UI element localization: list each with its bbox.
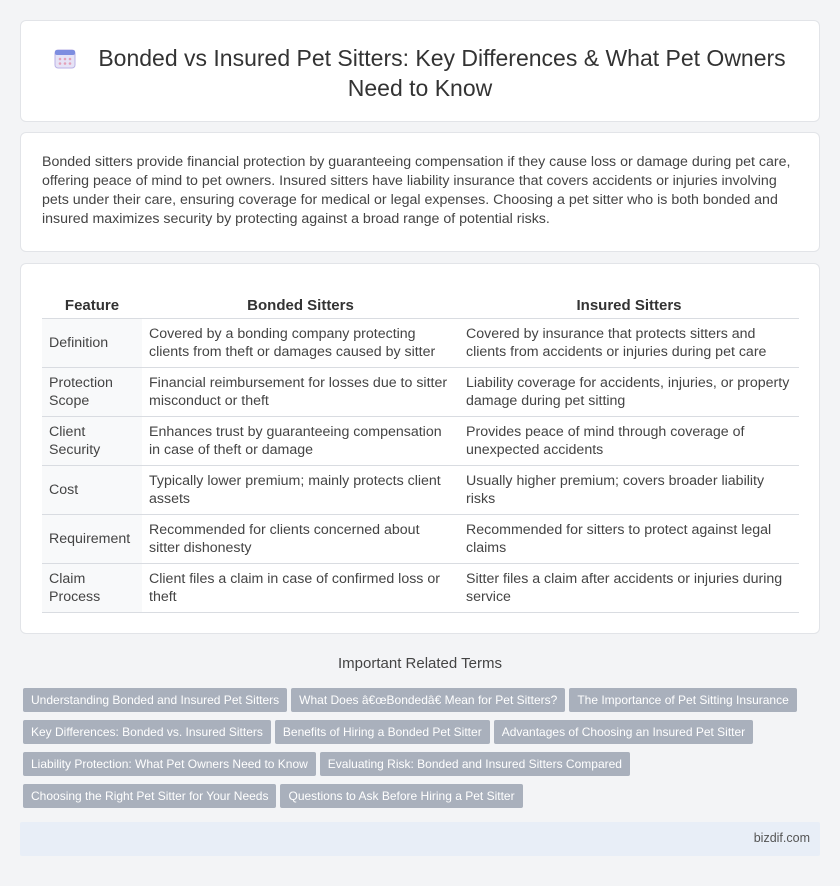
- feature-cell: Requirement: [42, 514, 142, 563]
- table-row: [42, 416, 799, 465]
- related-term-link[interactable]: Evaluating Risk: Bonded and Insured Sitters Compared: [320, 752, 630, 776]
- table-header-row: [42, 294, 799, 318]
- feature-cell: Definition: [42, 318, 142, 367]
- summary-text: Bonded sitters provide financial protection by guaranteeing compensation if they cause loss or damage during pet care, offering peace of mind to pet owners. Insured sitters have liability insurance that covers accidents or injuries involving pets under their care, ensuring coverage for medical or legal expenses. Choosing a pet sitter who is both bonded and insured maximizes security by protecting against a broad range of potential risks.: [42, 154, 791, 227]
- table-row: [42, 367, 799, 416]
- related-term-link[interactable]: Choosing the Right Pet Sitter for Your Needs: [23, 784, 276, 808]
- feature-cell: Cost: [42, 465, 142, 514]
- table-row: [42, 465, 799, 514]
- bonded-cell: Financial reimbursement for losses due to sitter misconduct or theft: [142, 367, 459, 416]
- summary-card: [20, 132, 820, 252]
- related-term-link[interactable]: Advantages of Choosing an Insured Pet Sitter: [494, 720, 754, 744]
- header-insured: Insured Sitters: [459, 294, 799, 318]
- table-row: [42, 318, 799, 367]
- page-title: [21, 43, 819, 103]
- bonded-cell: Enhances trust by guaranteeing compensation in case of theft or damage: [142, 416, 459, 465]
- feature-cell: Claim Process: [42, 563, 142, 612]
- table-row: [42, 563, 799, 612]
- tag-row: [23, 752, 823, 784]
- insured-cell: Recommended for sitters to protect against legal claims: [459, 514, 799, 563]
- title-line-1: Bonded vs Insured Pet Sitters: Key Differences & What Pet Owners: [98, 45, 786, 71]
- title-card: [20, 20, 820, 122]
- insured-cell: Sitter files a claim after accidents or injuries during service: [459, 563, 799, 612]
- table-row: [42, 514, 799, 563]
- bonded-cell: Covered by a bonding company protecting clients from theft or damages caused by sitter: [142, 318, 459, 367]
- related-term-link[interactable]: Understanding Bonded and Insured Pet Sitters: [23, 688, 287, 712]
- related-terms-list: [23, 688, 823, 816]
- insured-cell: Usually higher premium; covers broader liability risks: [459, 465, 799, 514]
- feature-cell: Client Security: [42, 416, 142, 465]
- insured-cell: Covered by insurance that protects sitters and clients from accidents or injuries during pet care: [459, 318, 799, 367]
- header-bonded: Bonded Sitters: [142, 294, 459, 318]
- related-term-link[interactable]: Key Differences: Bonded vs. Insured Sitters: [23, 720, 271, 744]
- related-term-link[interactable]: Questions to Ask Before Hiring a Pet Sitter: [280, 784, 522, 808]
- bonded-cell: Client files a claim in case of confirmed loss or theft: [142, 563, 459, 612]
- related-term-link[interactable]: The Importance of Pet Sitting Insurance: [569, 688, 796, 712]
- tag-row: [23, 784, 823, 816]
- title-line-2: Need to Know: [347, 75, 493, 101]
- bonded-cell: Typically lower premium; mainly protects client assets: [142, 465, 459, 514]
- related-terms-heading: Important Related Terms: [338, 655, 502, 672]
- footer-site: bizdif.com: [753, 831, 810, 845]
- insured-cell: Liability coverage for accidents, injuries, or property damage during pet sitting: [459, 367, 799, 416]
- table-card: [20, 263, 820, 634]
- feature-cell: Protection Scope: [42, 367, 142, 416]
- calendar-icon: [54, 47, 76, 69]
- footer: [20, 822, 820, 856]
- insured-cell: Provides peace of mind through coverage of unexpected accidents: [459, 416, 799, 465]
- header-feature: Feature: [42, 294, 142, 318]
- bonded-cell: Recommended for clients concerned about sitter dishonesty: [142, 514, 459, 563]
- related-term-link[interactable]: What Does â€œBondedâ€ Mean for Pet Sitters?: [291, 688, 565, 712]
- comparison-table: [42, 294, 799, 613]
- related-term-link[interactable]: Benefits of Hiring a Bonded Pet Sitter: [275, 720, 490, 744]
- tag-row: [23, 720, 823, 752]
- tag-row: [23, 688, 823, 720]
- related-term-link[interactable]: Liability Protection: What Pet Owners Need to Know: [23, 752, 316, 776]
